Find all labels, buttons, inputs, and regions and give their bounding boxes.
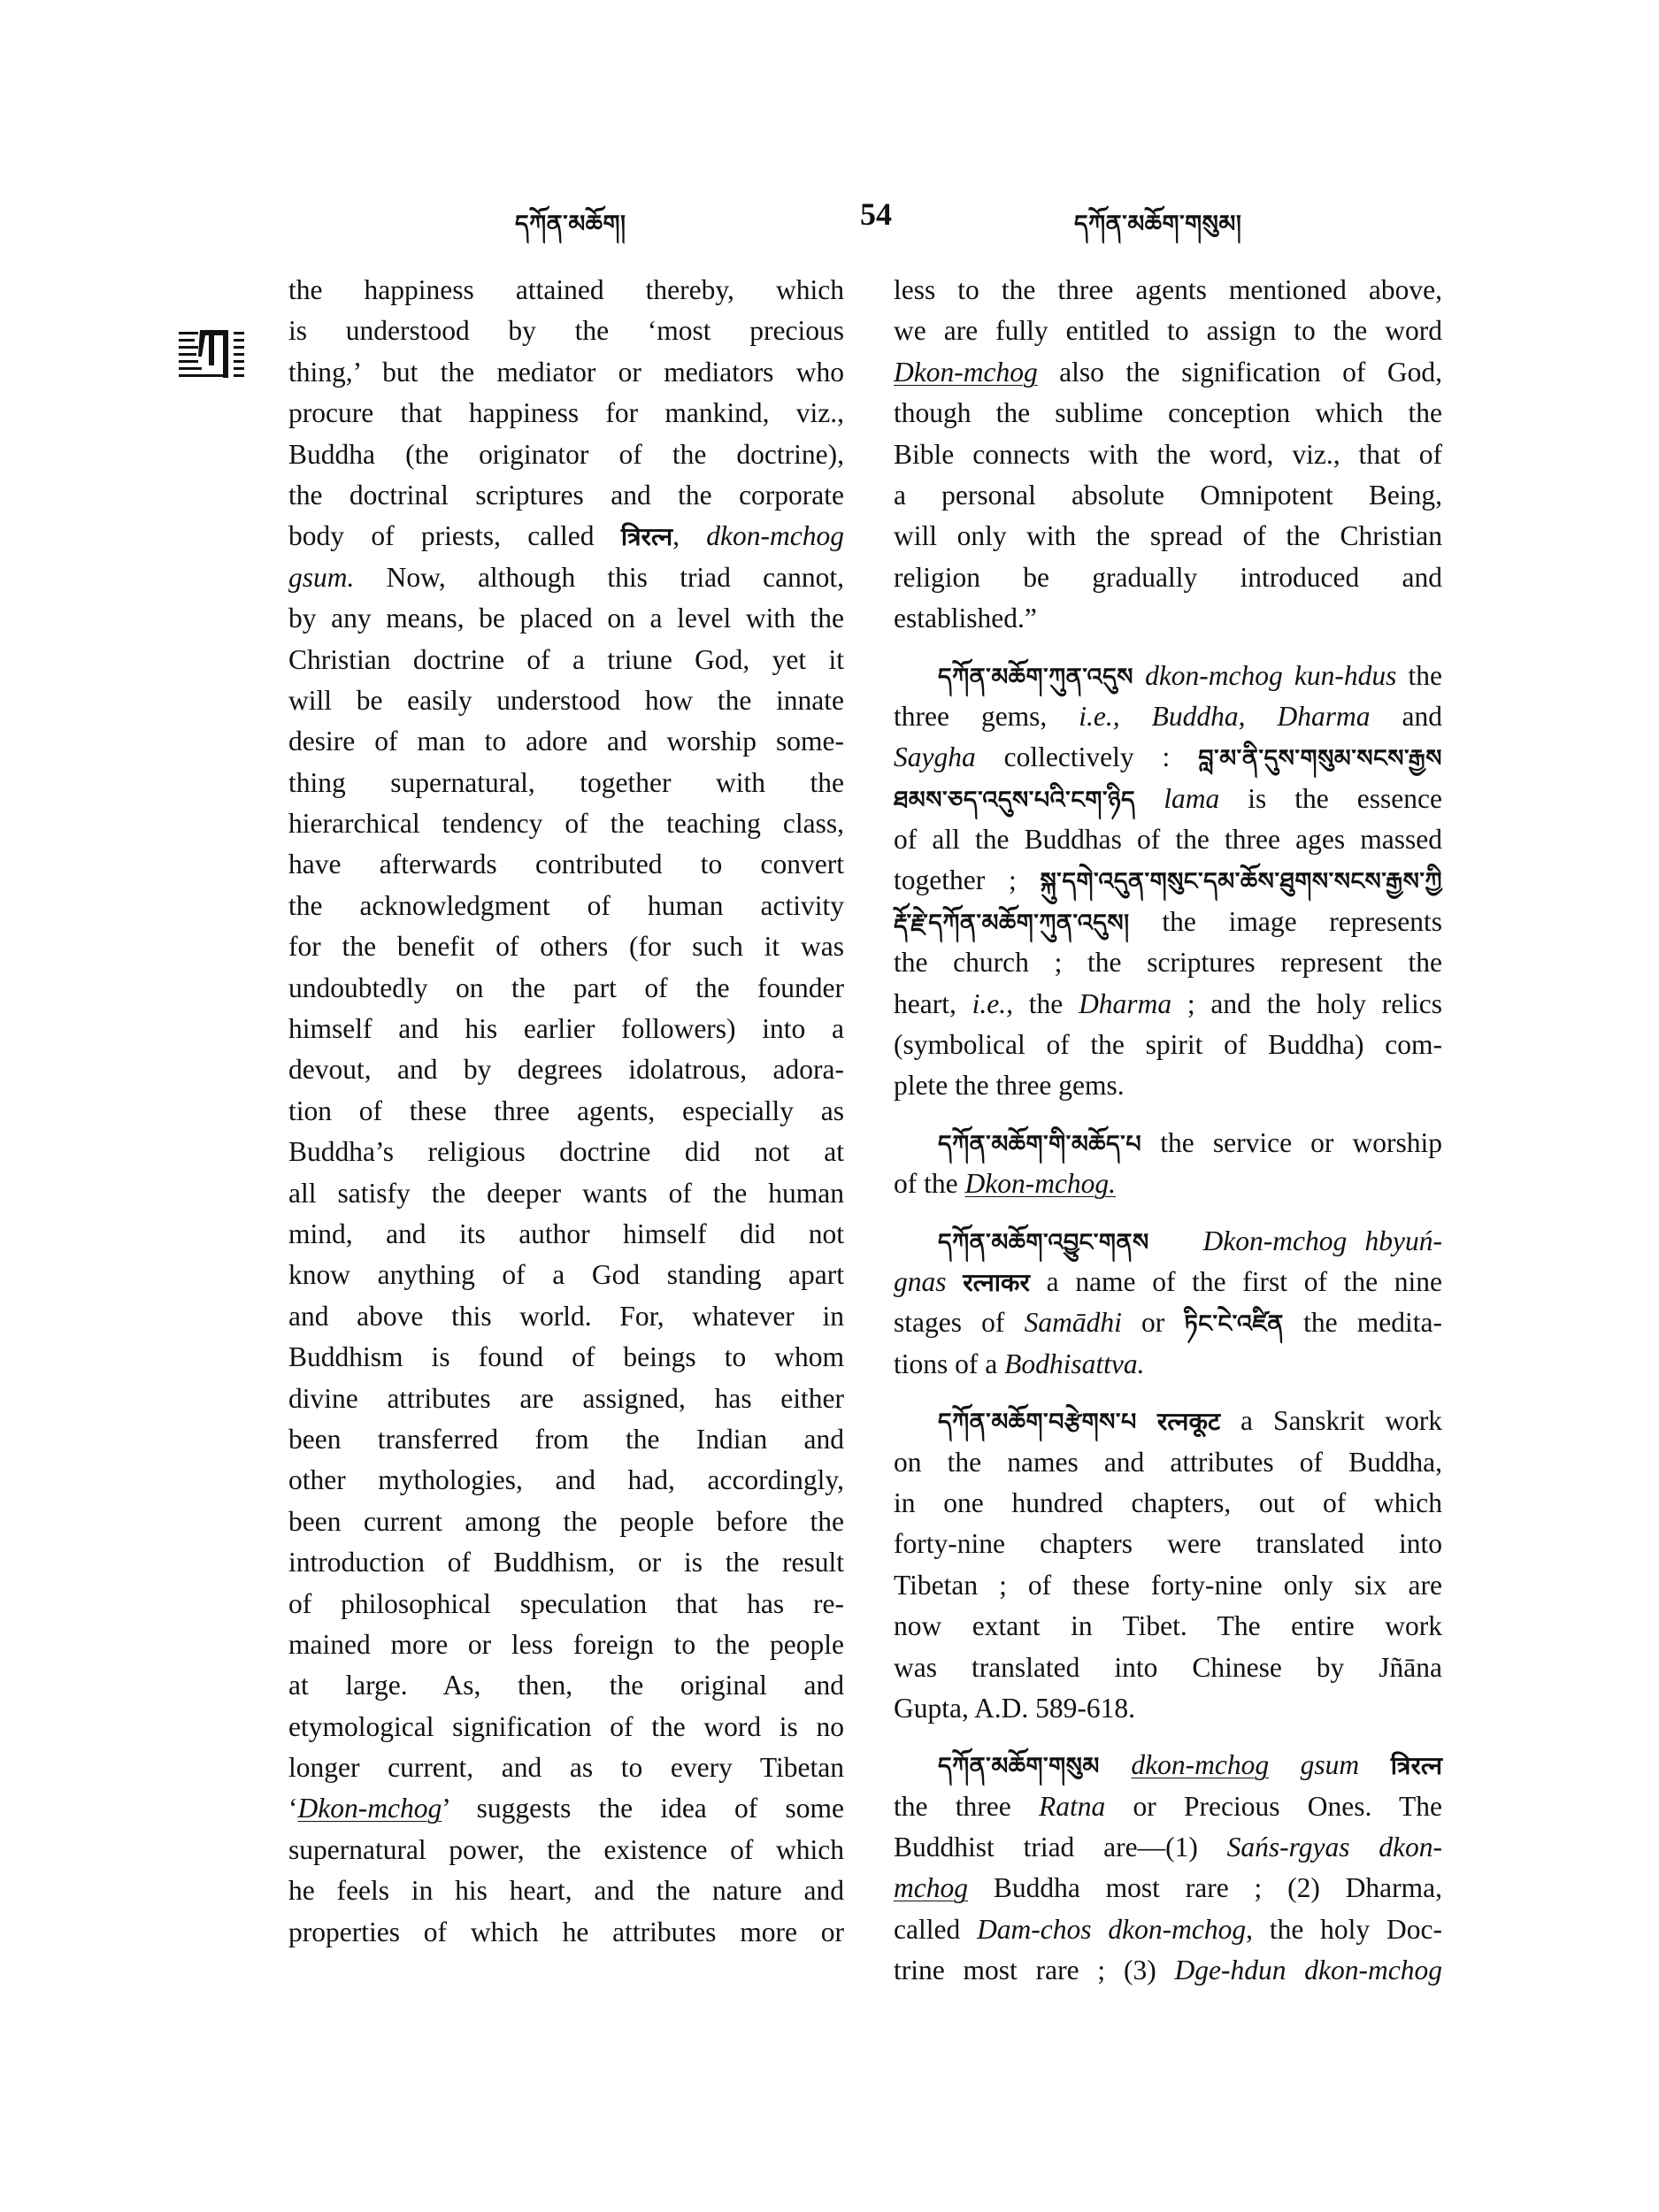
transliteration: dkon-mchog	[1131, 1749, 1270, 1781]
text-line: on the names and attributes of Buddha,	[894, 1446, 1442, 1478]
italic-term: Ratna	[1038, 1790, 1106, 1822]
text-span: stages of	[894, 1307, 1025, 1339]
text-line: know anything of a God standing apart	[288, 1259, 844, 1291]
text-span: the three	[894, 1790, 1039, 1822]
text-line: Buddha (the originator of the doctrine),	[288, 438, 844, 470]
paragraph-gap	[894, 1205, 1442, 1221]
text-line: himself and his earlier followers) into a	[288, 1013, 844, 1045]
text-span: the service or worship	[1141, 1126, 1442, 1158]
text-line: (symbolical of the spirit of Buddha) com-	[894, 1029, 1442, 1061]
paragraph-gap	[894, 1385, 1442, 1401]
text-span: or Precious Ones. The	[1105, 1790, 1442, 1822]
page-header	[0, 190, 1659, 243]
text-line	[894, 1950, 1442, 1991]
tibetan-headword: དཀོན་མཆོག་ཀུན་འདུས	[938, 663, 1133, 690]
text-line: will only with the spread of the Christian	[894, 520, 1442, 552]
text-span: heart,	[894, 987, 972, 1019]
text-line	[288, 557, 844, 598]
tibetan-headword: དཀོན་མཆོག་བརྩེགས་པ	[938, 1409, 1137, 1436]
text-span: called	[894, 1913, 978, 1945]
text-line	[894, 352, 1442, 393]
text-line: of philosophical speculation that has re-	[288, 1587, 844, 1619]
italic-term: Buddha,	[1151, 700, 1246, 732]
entry-headline	[894, 1745, 1442, 1786]
dictionary-entry-kun-hdus	[894, 656, 1442, 1107]
text-line: supernatural power, the existence of which	[288, 1833, 844, 1865]
text-line: at large. As, then, the original and	[288, 1670, 844, 1701]
text-line: will be easily understood how the innate	[288, 684, 844, 716]
text-span: is the essence	[1219, 782, 1442, 814]
text-span: together ;	[894, 864, 1041, 896]
text-line	[894, 1302, 1442, 1343]
transliteration: gsum.	[288, 561, 355, 593]
transliteration: Dkon-mchog	[297, 1793, 442, 1824]
page-number: 54	[860, 196, 892, 232]
text-span: a name of the first of the nine	[1030, 1265, 1443, 1297]
sanskrit-term: त्रिरत्न	[1390, 1753, 1443, 1781]
italic-term: Samādhi	[1024, 1307, 1122, 1339]
text-line: he feels in his heart, and the nature and	[288, 1875, 844, 1907]
transliteration: dkon-mchog kun-hdus	[1145, 659, 1397, 691]
entry-headline	[894, 1401, 1442, 1441]
italic-term: i.e.,	[1079, 700, 1120, 732]
dictionary-entry-gsum	[894, 1745, 1442, 1991]
text-line	[894, 1262, 1442, 1302]
tibetan-quote: སྐུ་དགེ་འདུན་གསུང་དམ་ཆོས་ཐུགས་སངས་རྒྱས་ཀྱི	[1040, 868, 1442, 895]
paragraph-gap	[894, 1107, 1442, 1123]
text-line: plete the three gems.	[894, 1070, 1125, 1102]
text-line: and above this world. For, whatever in	[288, 1300, 844, 1332]
text-line: forty-nine chapters were translated into	[894, 1528, 1442, 1560]
sanskrit-term: त्रिरत्न	[620, 524, 673, 552]
italic-term: Dharma	[1079, 987, 1172, 1019]
text-line: desire of man to adore and worship some-	[288, 726, 844, 757]
devanagari-ra-mark-icon	[179, 330, 246, 380]
italic-term: Dharma	[1277, 700, 1371, 732]
italic-term: Bodhisattva.	[1004, 1348, 1145, 1379]
text-line: though the sublime conception which the	[894, 397, 1442, 429]
text-line: the church ; the scriptures represent the	[894, 947, 1442, 979]
text-line	[894, 1909, 1442, 1950]
text-line: introduction of Buddhism, or is the result	[288, 1547, 844, 1578]
text-span: ‘	[288, 1793, 298, 1824]
text-line: less to the three agents mentioned above,	[894, 274, 1442, 305]
italic-term: i.e.,	[972, 987, 1013, 1019]
tibetan-quote: རྡོ་རྗེ་དཀོན་མཆོག་ཀུན་འདུས།	[894, 909, 1130, 936]
text-line: Tibetan ; of these forty-nine only six are	[894, 1569, 1442, 1601]
text-line: all satisfy the deeper wants of the human	[288, 1177, 844, 1209]
text-line	[894, 1827, 1442, 1868]
text-line: religion be gradually introduced and	[894, 561, 1442, 593]
text-span: ; and the holy relics	[1171, 987, 1442, 1019]
text-span: Buddha most rare ; (2) Dharma,	[967, 1872, 1442, 1904]
tibetan-quote: བླ་མ་ནི་དུས་གསུམ་སངས་རྒྱས	[1198, 745, 1442, 772]
entry-headline	[894, 656, 1442, 696]
paragraph-gap	[894, 1729, 1442, 1745]
text-line: thing,’ but the mediator or mediators who	[288, 356, 844, 388]
text-line: hierarchical tendency of the teaching class,	[288, 808, 844, 840]
text-span: , the holy Doc-	[1246, 1913, 1442, 1945]
text-span: the image represents	[1129, 905, 1442, 937]
tibetan-quote: ཐམས་ཅད་འདུས་པའི་ངག་ཉིད	[894, 786, 1136, 813]
text-line: the doctrinal scriptures and the corporate	[288, 479, 844, 511]
text-line: the happiness attained thereby, which	[288, 274, 844, 305]
text-line: tion of these three agents, especially as	[288, 1094, 844, 1126]
text-line	[894, 902, 1442, 942]
tibetan-headword: དཀོན་མཆོག་གསུམ	[938, 1753, 1100, 1780]
text-line: been current among the people before the	[288, 1505, 844, 1537]
right-column	[894, 270, 1442, 1992]
text-line: now extant in Tibet. The entire work	[894, 1610, 1442, 1642]
text-line: etymological signification of the word is no	[288, 1710, 844, 1742]
transliteration: Sańs-rgyas dkon-	[1226, 1832, 1442, 1863]
text-line	[894, 1164, 1442, 1204]
text-line: have afterwards contributed to convert	[288, 849, 844, 880]
text-line: in one hundred chapters, out of which	[894, 1486, 1442, 1518]
text-line: Buddha’s religious doctrine did not at	[288, 1136, 844, 1168]
text-span: collectively :	[975, 741, 1199, 773]
text-span: and	[1370, 700, 1443, 732]
text-line: Bible connects with the word, viz., that of	[894, 438, 1442, 470]
transliteration: gnas	[894, 1265, 947, 1297]
text-line: been transferred from the Indian and	[288, 1423, 844, 1455]
text-span: a Sanskrit work	[1220, 1405, 1442, 1437]
tibetan-term: ཏིང་ངེ་འཛིན	[1184, 1310, 1284, 1338]
text-line: the acknowledgment of human activity	[288, 889, 844, 921]
text-line	[894, 1344, 1442, 1385]
text-line	[894, 860, 1442, 901]
text-line: procure that happiness for mankind, viz.,	[288, 397, 844, 429]
left-column	[288, 270, 844, 1953]
text-line: was translated into Chinese by Jñāna	[894, 1651, 1442, 1683]
transliteration: mchog	[894, 1872, 968, 1904]
text-span: ’ suggests the idea of some	[442, 1793, 844, 1824]
text-line: Gupta, A.D. 589-618.	[894, 1692, 1135, 1724]
transliteration: Dkon-mchog hbyuń-	[1202, 1225, 1443, 1256]
text-span: three gems,	[894, 700, 1079, 732]
text-span: tions of a	[894, 1348, 1005, 1379]
text-span: also the signification of God,	[1037, 356, 1442, 388]
text-line: for the benefit of others (for such it was	[288, 931, 844, 963]
text-span: the	[1012, 987, 1079, 1019]
entry-headline	[894, 1221, 1442, 1262]
entry-headline	[894, 1123, 1442, 1164]
text-line: mind, and its author himself did not	[288, 1217, 844, 1249]
text-span: trine most rare ; (3)	[894, 1955, 1175, 1986]
text-line: Buddhism is found of beings to whom	[288, 1341, 844, 1373]
text-line: thing supernatural, together with the	[288, 766, 844, 798]
text-span: Buddhist triad are—(1)	[894, 1832, 1227, 1863]
text-line: we are fully entitled to assign to the word	[894, 315, 1442, 347]
text-line: longer current, and as to every Tibetan	[288, 1752, 844, 1784]
text-span: or	[1121, 1307, 1185, 1339]
text-span: the	[1396, 659, 1443, 691]
header-right-tibetan-word: དཀོན་མཆོག་གསུམ།	[1074, 211, 1242, 237]
sanskrit-term: रत्नकूट	[1156, 1409, 1221, 1437]
text-line: a personal absolute Omnipotent Being,	[894, 479, 1442, 511]
text-line	[288, 516, 844, 557]
text-line: Christian doctrine of a triune God, yet it	[288, 643, 844, 675]
text-line: is understood by the ‘most precious	[288, 315, 844, 347]
tibetan-headword: དཀོན་མཆོག་གི་མཆོད་པ	[938, 1130, 1142, 1157]
text-span: Now, although this triad cannot,	[354, 561, 844, 593]
dictionary-entry-mchod-pa	[894, 1123, 1442, 1205]
transliteration: Dkon-mchog.	[964, 1168, 1117, 1200]
text-line: by any means, be placed on a level with the	[288, 603, 844, 634]
text-span: the medita-	[1283, 1307, 1442, 1339]
paragraph-gap	[894, 640, 1442, 656]
italic-term: Saygha	[894, 741, 976, 773]
text-line: of all the Buddhas of the three ages massed	[894, 824, 1442, 856]
text-line	[894, 1868, 1442, 1909]
text-line	[288, 1788, 844, 1829]
dictionary-entry-brtsegs-pa	[894, 1401, 1442, 1729]
text-line: established.”	[894, 603, 1037, 634]
text-line: properties of which he attributes more or	[288, 1916, 844, 1947]
text-line	[894, 779, 1442, 819]
text-line	[894, 1786, 1442, 1827]
transliteration: dkon-mchog	[706, 520, 844, 552]
text-line: other mythologies, and had, accordingly,	[288, 1464, 844, 1496]
text-line	[894, 696, 1442, 737]
transliteration: gsum	[1300, 1749, 1360, 1781]
italic-term: lama	[1164, 782, 1220, 814]
text-line: mained more or less foreign to the people	[288, 1628, 844, 1660]
transliteration: Dkon-mchog	[894, 356, 1038, 388]
header-left-tibetan-word: དཀོན་མཆོག།	[515, 211, 626, 237]
transliteration: Dge-hdun dkon-mchog	[1174, 1955, 1442, 1986]
text-line	[894, 737, 1442, 778]
text-span: body of priests, called	[288, 520, 621, 552]
text-line: undoubtedly on the part of the founder	[288, 972, 844, 1003]
text-span: of the	[894, 1168, 965, 1200]
transliteration: Dam-chos dkon-mchog	[977, 1913, 1247, 1945]
sanskrit-term: रत्नाकर	[963, 1269, 1030, 1297]
text-span: ,	[672, 520, 707, 552]
text-line	[894, 984, 1442, 1025]
dictionary-entry-hbyung-gnas	[894, 1221, 1442, 1386]
text-line: devout, and by degrees idolatrous, adora-	[288, 1054, 844, 1086]
text-line: divine attributes are assigned, has either	[288, 1382, 844, 1414]
tibetan-headword: དཀོན་མཆོག་འབྱུང་གནས	[938, 1228, 1149, 1256]
